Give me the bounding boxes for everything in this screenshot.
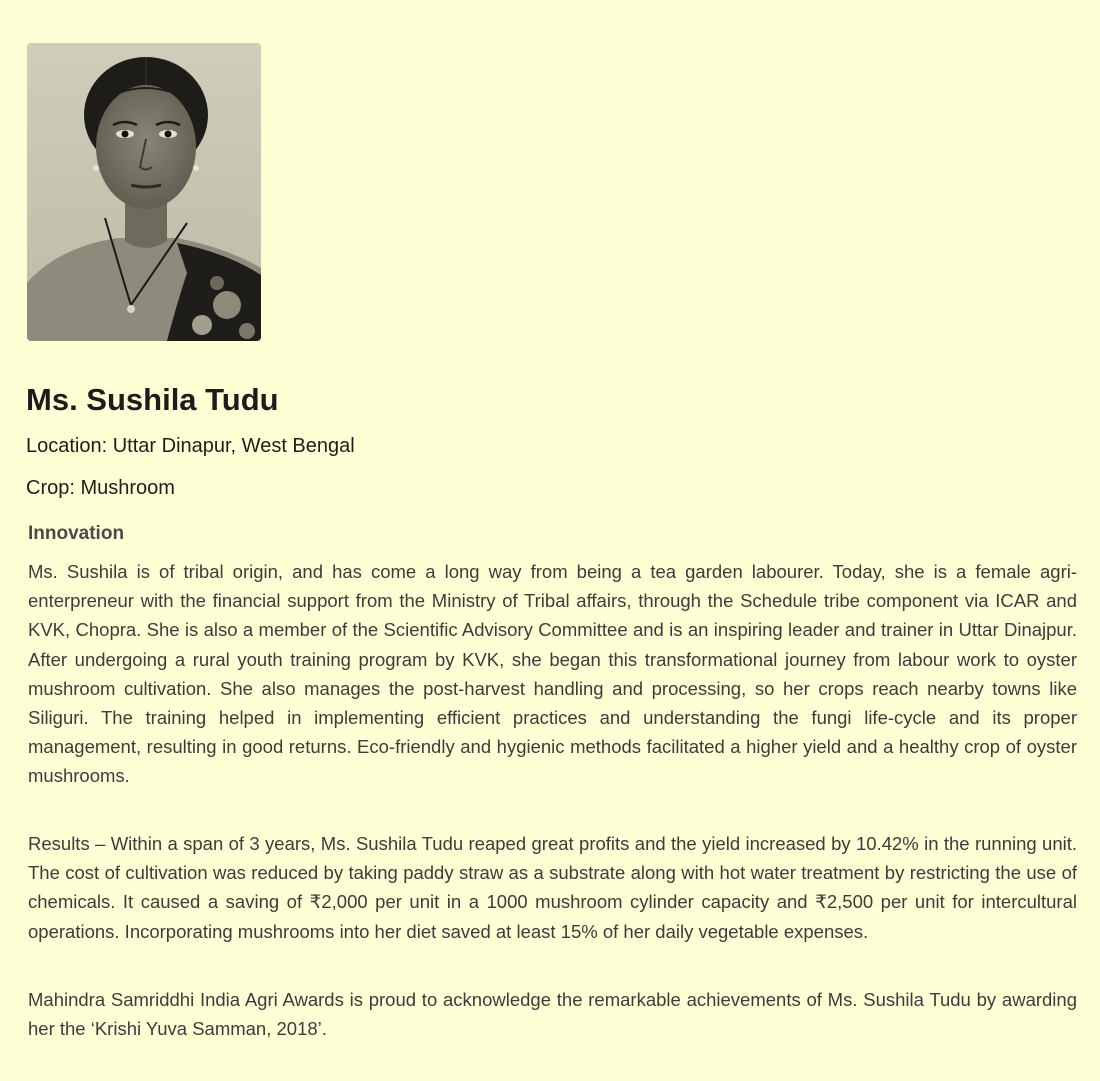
person-name: Ms. Sushila Tudu (26, 382, 279, 417)
profile-photo (27, 43, 261, 341)
award-paragraph: Mahindra Samriddhi India Agri Awards is proud to acknowledge the remarkable achievements of Ms. Sushila Tudu by awarding her the ‘Krishi Yuva Samman, 2018’. (28, 989, 1077, 1040)
innovation-paragraph: Ms. Sushila is of tribal origin, and has come a long way from being a tea garden labourer. Today, she is a female agri-enterpreneur with the financial support from the Ministry of Tribal affairs, through the Schedule tribe component via ICAR and KVK, Chopra. She is also a member of the Scientific Advisory Committee and is an inspiring leader and trainer in Uttar Dinajpur. After undergoing a rural youth training program by KVK, she began this transformational journey from labour work to oyster mushroom cultivation. She also manages the post-harvest handling and processing, so her crops reach nearby towns like Siliguri. The training helped in implementing efficient practices and understanding the fungi life-cycle and its proper management, resulting in good returns. Eco-friendly and hygienic methods facilitated a higher yield and a healthy crop of oyster mushrooms. (28, 561, 1077, 787)
innovation-heading: Innovation (28, 523, 125, 544)
location-text: Location: Uttar Dinapur, West Bengal (26, 435, 355, 457)
results-paragraph: Results – Within a span of 3 years, Ms. Sushila Tudu reaped great profits and the yield increased by 10.42% in the running unit. The cost of cultivation was reduced by taking paddy straw as a substrate along with hot water treatment by restricting the use of chemicals. It caused a saving of ₹2,000 per unit in a 1000 mushroom cylinder capacity and ₹2,500 per unit for intercultural operations. Incorporating mushrooms into her diet saved at least 15% of her daily vegetable expenses. (28, 833, 1077, 942)
portrait-illustration (27, 43, 261, 341)
crop-text: Crop: Mushroom (26, 477, 175, 499)
